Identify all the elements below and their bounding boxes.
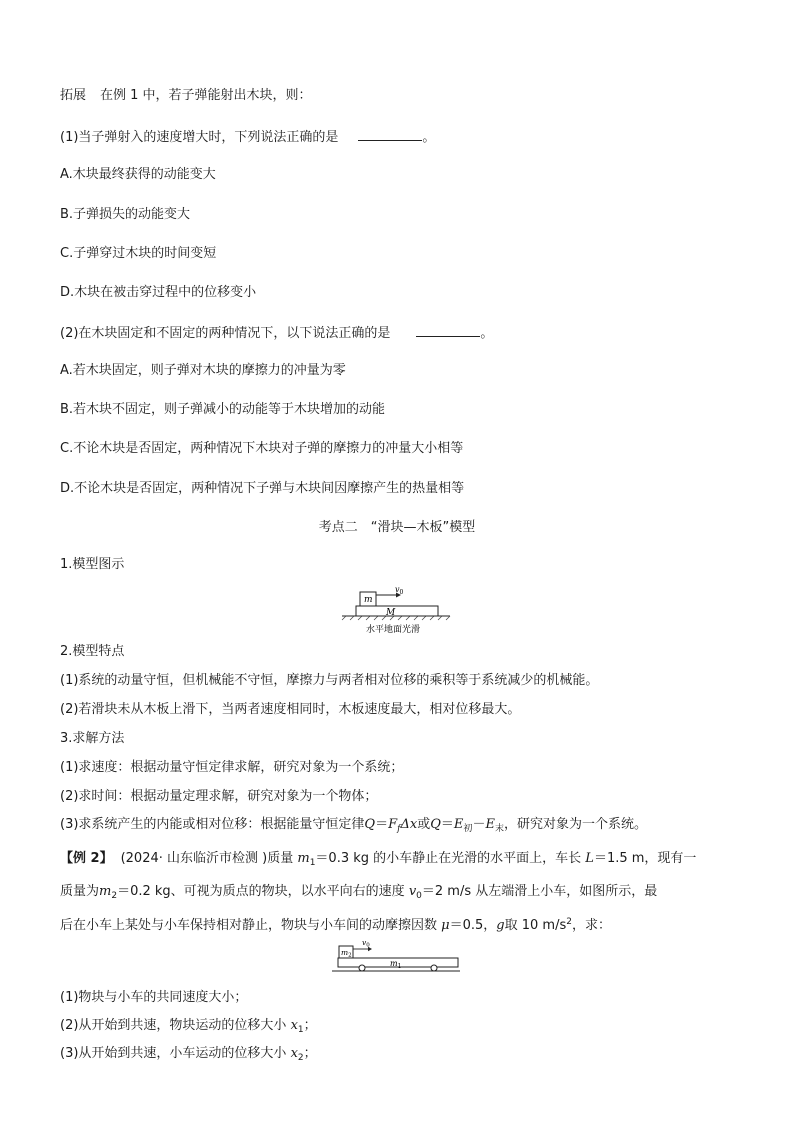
block-label: $m_2$ (341, 948, 352, 959)
block-label: m (364, 595, 373, 605)
extension-stem (60, 88, 312, 104)
answer-blank-2[interactable] (416, 324, 480, 337)
feature-1: (1)系统的动量守恒，但机械能不守恒，摩擦力与两者相对位移的乘积等于系统减少的机械能。 (60, 673, 599, 688)
method-3: (3)求系统产生的内能或相对位移：根据能量守恒定律$Q=F_f\Delta x$或$Q=E_初-E_末$，研究对象为一个系统。 (60, 817, 647, 834)
velocity-label: $v_0$ (395, 585, 404, 596)
extension-label: 拓展 (60, 88, 87, 103)
q2-option-a: A.若木块固定，则子弹对木块的摩擦力的冲量为零 (60, 363, 346, 378)
question-2: (2)在木块固定和不固定的两种情况下，以下说法正确的是 。 (60, 326, 494, 341)
example-q2: (2)从开始到共速，物块运动的位移大小 $x_1$； (60, 1018, 317, 1035)
example-q1: (1)物块与小车的共同速度大小； (60, 990, 248, 1005)
cart-block-figure (330, 936, 464, 976)
q2-option-b: B.若木块不固定，则子弹减小的动能等于木块增加的动能 (60, 402, 386, 417)
answer-blank-1[interactable] (358, 128, 422, 141)
method-2: (2)求时间：根据动量定理求解，研究对象为一个物体； (60, 789, 378, 804)
question-1: (1)当子弹射入的速度增大时，下列说法正确的是 。 (60, 130, 436, 145)
q2-option-d: D.不论木块是否固定，两种情况下子弹与木块间因摩擦产生的热量相等 (60, 481, 465, 496)
example-tag: 【例 2】 (60, 851, 113, 866)
cart-label: $m_1$ (390, 959, 402, 970)
slider-board-figure (336, 584, 458, 636)
velocity-label: $v_0$ (362, 938, 370, 949)
heading-model-diagram: 1.模型图示 (60, 557, 125, 572)
board-rect (356, 606, 438, 616)
board-label: M (386, 608, 396, 618)
heading-model-features: 2.模型特点 (60, 644, 125, 659)
example-2-line-3: 后在小车上某处与小车保持相对静止，物块与小车间的动摩擦因数 μ＝0.5，g取 10 $m/s^2$，求： (60, 917, 611, 933)
example-2-line-2: 质量为$m_2=0.2$ kg、可视为质点的物块，以水平向右的速度 $v_0=2$ m/s 从左端滑上小车，如图所示，最 (60, 884, 658, 901)
cart-wheel-right (431, 965, 437, 971)
extension-stem-text: 在例 1 中，若子弹能射出木块，则： (100, 88, 312, 103)
figure1-caption: 水平地面光滑 (366, 625, 421, 635)
example-source: (2024· 山东临沂市检测 ) (120, 851, 268, 866)
q1-option-c: C.子弹穿过木块的时间变短 (60, 246, 217, 261)
cart-wheel-left (359, 965, 365, 971)
heading-solution-method: 3.求解方法 (60, 731, 125, 746)
section-title: 考点二 “滑块—木板”模型 (318, 520, 476, 535)
example-q3: (3)从开始到共速，小车运动的位移大小 $x_2$； (60, 1046, 317, 1063)
q1-option-a: A.木块最终获得的动能变大 (60, 167, 216, 182)
q1-option-d: D.木块在被击穿过程中的位移变小 (60, 285, 257, 300)
q2-option-c: C.不论木块是否固定，两种情况下木块对子弹的摩擦力的冲量大小相等 (60, 441, 464, 456)
example-2-line-1: 【例 2】 (2024· 山东临沂市检测 )质量 $m_1=0.3$ kg 的小车静止在光滑的水平面上，车长 L＝1.5 m，现有一 (60, 851, 697, 868)
q1-option-b: B.子弹损失的动能变大 (60, 207, 191, 222)
method-1: (1)求速度：根据动量守恒定律求解，研究对象为一个系统； (60, 760, 404, 775)
feature-2: (2)若滑块未从木板上滑下，当两者速度相同时，木板速度最大，相对位移最大。 (60, 702, 521, 717)
